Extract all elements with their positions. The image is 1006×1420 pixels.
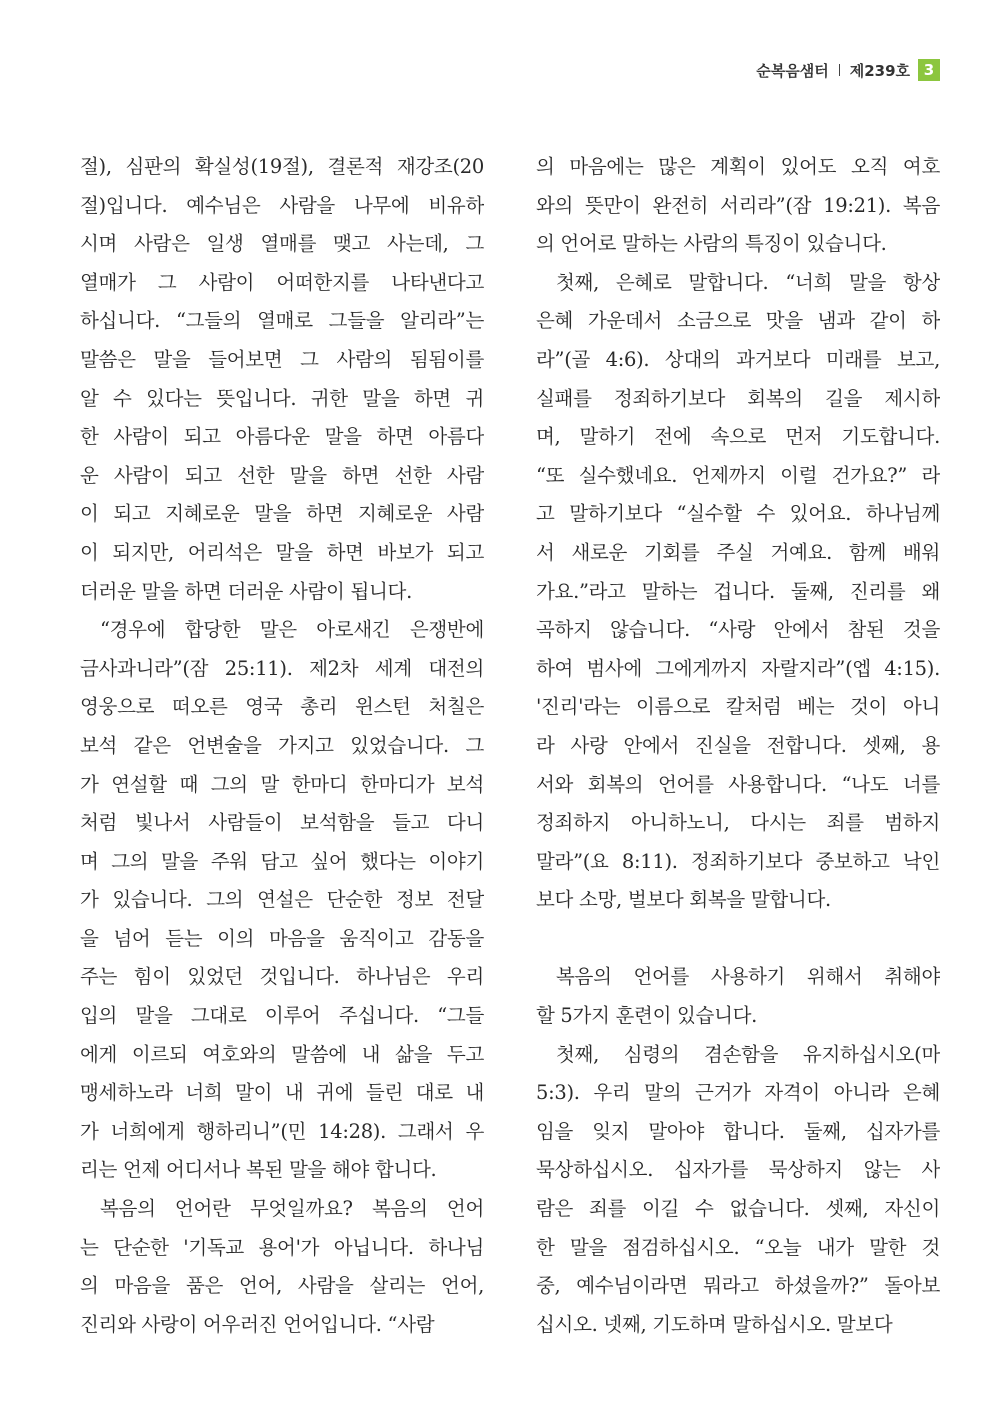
text-line: 영웅으로 떠오른 영국 총리 윈스턴 처칠은: [80, 695, 484, 719]
header-divider: [839, 64, 840, 76]
text-line: 하여 범사에 그에게까지 자랄지라”(엡 4:15).: [536, 656, 940, 680]
text-line: 가 있습니다. 그의 연설은 단순한 정보 전달: [80, 888, 484, 912]
text-line: 실패를 정죄하기보다 회복의 길을 제시하: [536, 386, 940, 410]
text-line: 리는 언제 어디서나 복된 말을 해야 합니다.: [80, 1158, 437, 1182]
text-line: '진리'라는 이름으로 칼처럼 베는 것이 아니: [536, 695, 940, 719]
text-line: 보다 소망, 벌보다 회복을 말합니다.: [536, 888, 831, 912]
text-line: 서 새로운 기회를 주실 거예요. 함께 배워: [536, 540, 940, 564]
text-line: 이 되고 지혜로운 말을 하면 지혜로운 사람: [80, 502, 484, 526]
text-line: 며 그의 말을 주워 담고 싶어 했다는 이야기: [80, 849, 484, 873]
text-line: 며, 말하기 전에 속으로 먼저 기도합니다.: [536, 425, 940, 449]
text-line: 가요.”라고 말하는 겁니다. 둘째, 진리를 왜: [536, 579, 940, 603]
text-line: 복음의 언어란 무엇일까요? 복음의 언어: [100, 1197, 484, 1221]
page-header: [756, 58, 940, 82]
publication-name: 순복음샘터: [756, 61, 829, 80]
text-line: 정죄하지 아니하노니, 다시는 죄를 범하지: [536, 811, 940, 835]
text-line: 중, 예수님이라면 뭐라고 하셨을까?” 돌아보: [536, 1274, 940, 1298]
text-line: 는 단순한 '기독교 용어'가 아닙니다. 하나님: [80, 1235, 484, 1259]
text-line: 열매가 그 사람이 어떠한지를 나타낸다고: [80, 270, 484, 294]
text-line: 시며 사람은 일생 열매를 맺고 사는데, 그: [80, 232, 484, 256]
text-line: 입의 말을 그대로 이루어 주십니다. “그들: [80, 1004, 484, 1028]
text-line: 에게 이르되 여호와의 말씀에 내 삶을 두고: [80, 1042, 484, 1066]
text-line: 첫째, 은혜로 말합니다. “너희 말을 항상: [556, 270, 940, 294]
text-line: 서와 회복의 언어를 사용합니다. “나도 너를: [536, 772, 940, 796]
text-line: 라 사랑 안에서 진실을 전합니다. 셋째, 용: [536, 733, 940, 757]
text-line: 묵상하십시오. 십자가를 묵상하지 않는 사: [536, 1158, 940, 1182]
text-line: 고 말하기보다 “실수할 수 있어요. 하나님께: [536, 502, 940, 526]
text-line: 와의 뜻만이 완전히 서리라”(잠 19:21). 복음: [536, 193, 940, 217]
text-line: 처럼 빛나서 사람들이 보석함을 들고 다니: [80, 811, 484, 835]
text-line: 더러운 말을 하면 더러운 사람이 됩니다.: [80, 579, 412, 603]
text-line: 곡하지 않습니다. “사랑 안에서 참된 것을: [536, 618, 940, 642]
text-line: 알 수 있다는 뜻입니다. 귀한 말을 하면 귀: [80, 386, 484, 410]
text-line: 말라”(요 8:11). 정죄하기보다 중보하고 낙인: [536, 849, 940, 873]
text-line: 금사과니라”(잠 25:11). 제2차 세계 대전의: [80, 656, 484, 680]
text-line: 보석 같은 언변술을 가지고 있었습니다. 그: [80, 733, 484, 757]
page-number-badge: 3: [918, 59, 940, 81]
text-line: 진리와 사랑이 어우러진 언어입니다. “사람: [80, 1312, 435, 1336]
text-line: 하십니다. “그들의 열매로 그들을 알리라”는: [80, 309, 484, 333]
text-line: 람은 죄를 이길 수 없습니다. 셋째, 자신이: [536, 1197, 940, 1221]
text-line: 5:3). 우리 말의 근거가 자격이 아니라 은혜: [536, 1081, 940, 1105]
text-line: 의 마음을 품은 언어, 사람을 살리는 언어,: [80, 1274, 484, 1298]
text-line: 맹세하노라 너희 말이 내 귀에 들린 대로 내: [80, 1081, 484, 1105]
text-line: 을 넘어 듣는 이의 마음을 움직이고 감동을: [80, 926, 484, 950]
text-line: 의 마음에는 많은 계획이 있어도 오직 여호: [536, 155, 940, 178]
text-line: 말씀은 말을 들어보면 그 사람의 됨됨이를: [80, 347, 484, 371]
text-line: 가 연설할 때 그의 말 한마디 한마디가 보석: [80, 772, 484, 796]
text-line: 의 언어로 말하는 사람의 특징이 있습니다.: [536, 232, 887, 256]
paragraph-gap: [536, 920, 940, 959]
text-line: 가 너희에게 행하리니”(민 14:28). 그래서 우: [80, 1119, 484, 1143]
text-line: 첫째, 심령의 겸손함을 유지하십시오(마: [556, 1042, 940, 1066]
text-line: 주는 힘이 있었던 것입니다. 하나님은 우리: [80, 965, 484, 989]
right-text-column: [536, 148, 940, 1344]
text-line: 임을 잊지 말아야 합니다. 둘째, 십자가를: [536, 1119, 940, 1143]
text-line: 라”(골 4:6). 상대의 과거보다 미래를 보고,: [536, 347, 940, 371]
left-text-column: [80, 148, 484, 1344]
text-line: 은혜 가운데서 소금으로 맛을 냄과 같이 하: [536, 309, 940, 333]
text-line: 한 사람이 되고 아름다운 말을 하면 아름다: [80, 425, 484, 449]
text-line: 절)입니다. 예수님은 사람을 나무에 비유하: [80, 193, 484, 217]
text-line: “또 실수했네요. 언제까지 이럴 건가요?” 라: [536, 463, 940, 487]
issue-number: 제239호: [849, 61, 910, 80]
text-line: 할 5가지 훈련이 있습니다.: [536, 1004, 758, 1028]
text-line: 운 사람이 되고 선한 말을 하면 선한 사람: [80, 463, 484, 487]
text-line: 이 되지만, 어리석은 말을 하면 바보가 되고: [80, 540, 484, 564]
text-line: 한 말을 점검하십시오. “오늘 내가 말한 것: [536, 1235, 940, 1259]
text-line: 복음의 언어를 사용하기 위해서 취해야: [556, 965, 940, 989]
text-line: “경우에 합당한 말은 아로새긴 은쟁반에: [100, 618, 484, 642]
text-line: 절), 심판의 확실성(19절), 결론적 재강조(20: [80, 155, 484, 178]
text-line: 십시오. 넷째, 기도하며 말하십시오. 말보다: [536, 1312, 893, 1336]
